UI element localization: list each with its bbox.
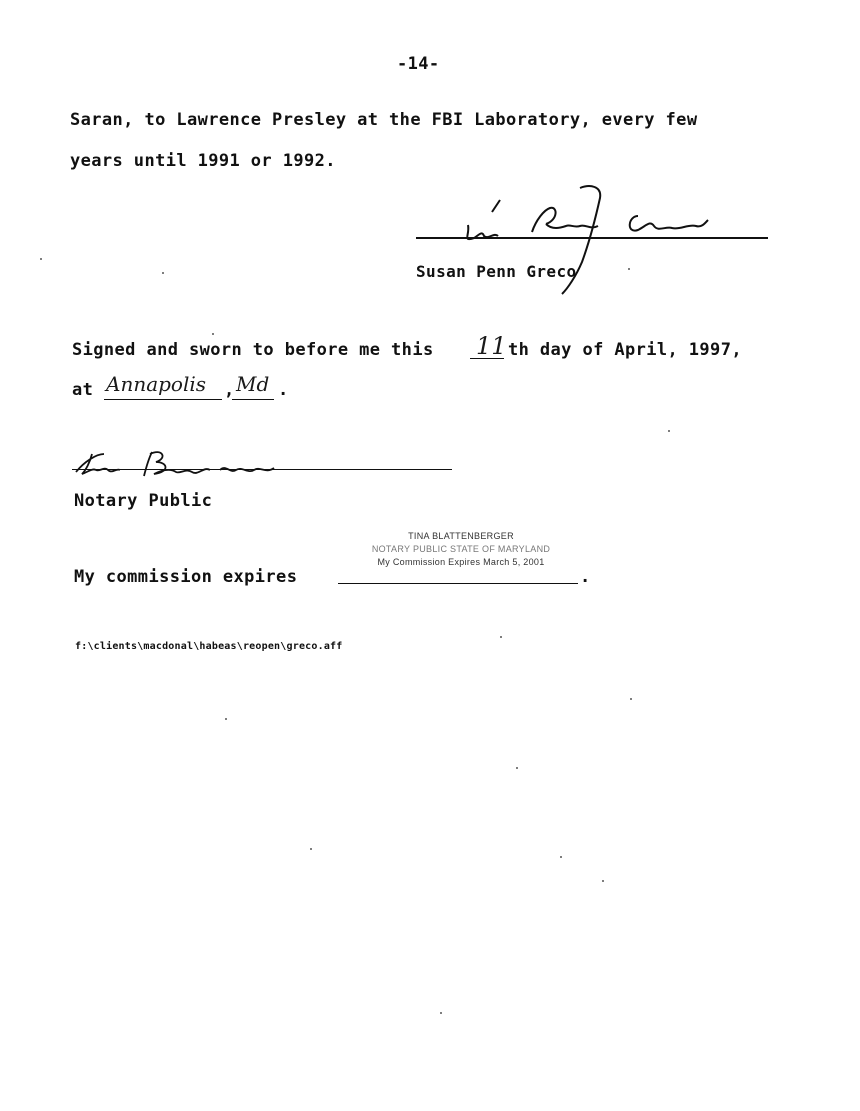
jurat-day-line: [470, 358, 504, 359]
commission-label: My commission expires: [74, 567, 298, 587]
commission-line: [338, 583, 578, 584]
stamp-line-1: TINA BLATTENBERGER: [408, 531, 514, 541]
affiant-signature-line: [416, 237, 768, 239]
notary-signature: [70, 440, 290, 486]
scan-speck: [162, 272, 164, 274]
jurat-comma: ,: [224, 380, 235, 400]
scan-speck: [440, 1012, 442, 1014]
jurat-prefix: Signed and sworn to before me this: [72, 340, 434, 360]
file-path-footer: f:\clients\macdonal\habeas\reopen\greco.aff: [75, 641, 343, 652]
jurat-place: Annapolis: [106, 372, 207, 396]
scan-speck: [668, 430, 670, 432]
commission-period: .: [580, 567, 591, 587]
scan-speck: [516, 767, 518, 769]
body-line-2: years until 1991 or 1992.: [70, 151, 336, 171]
body-line-1: Saran, to Lawrence Presley at the FBI Laboratory, every few: [70, 110, 698, 130]
scan-speck: [40, 258, 42, 260]
jurat-state-line: [232, 399, 274, 400]
jurat-day: 11: [476, 332, 507, 360]
scan-speck: [310, 848, 312, 850]
scan-speck: [500, 636, 502, 638]
jurat-state: Md: [236, 372, 270, 396]
jurat-period: .: [278, 380, 289, 400]
scan-speck: [630, 698, 632, 700]
scan-speck: [602, 880, 604, 882]
scan-speck: [628, 268, 630, 270]
jurat-at: at: [72, 380, 94, 400]
stamp-line-3: My Commission Expires March 5, 2001: [377, 557, 545, 567]
notary-stamp: [336, 530, 586, 569]
scan-speck: [225, 718, 227, 720]
scan-speck: [560, 856, 562, 858]
page-number: -14-: [397, 54, 440, 74]
affiant-signature: [440, 180, 740, 300]
notary-signature-line: [72, 469, 452, 470]
jurat-place-line: [104, 399, 222, 400]
stamp-line-2: NOTARY PUBLIC STATE OF MARYLAND: [371, 544, 551, 554]
affiant-name: Susan Penn Greco: [416, 262, 577, 281]
jurat-suffix: th day of April, 1997,: [508, 340, 742, 360]
scan-speck: [212, 333, 214, 335]
notary-label: Notary Public: [74, 491, 213, 511]
